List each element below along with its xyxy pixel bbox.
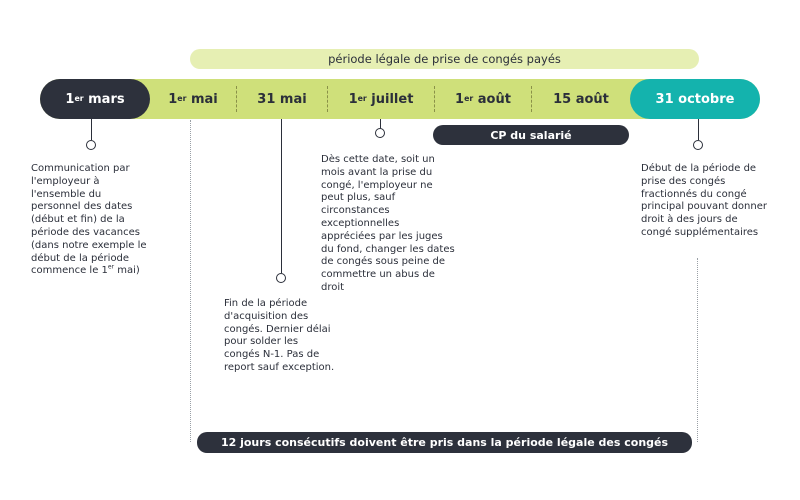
- note-juillet-text: Dès cette date, soit un mois avant la prise du congé, l'employeur ne peut plus, sauf circonstances exceptionnelles appréciées par les juges du fond, changer les dates de congés sous peine de commettre un abus de droit: [321, 154, 455, 293]
- guide-line-1er-mai: [190, 120, 191, 442]
- note-mars-tail: mai): [114, 265, 140, 277]
- note-31-mai: [224, 298, 336, 375]
- marker-1er-juillet: 1 er juillet: [348, 91, 414, 107]
- callout-circle-mars: [86, 140, 96, 150]
- connector-31-mai: [281, 119, 282, 273]
- marker-1er-mai-word: mai: [190, 91, 218, 107]
- legal-period-label: période légale de prise de congés payés: [328, 52, 561, 66]
- end-label: 31 octobre: [655, 91, 735, 107]
- note-octobre-text: Début de la période de prise des congés fractionnés du congé principal pouvant donner droit à des jours de congé supplémentaires: [641, 163, 767, 238]
- marker-1er-aout-num: 1: [455, 91, 465, 107]
- start-num: 1: [65, 91, 75, 107]
- connector-juillet: [380, 119, 381, 128]
- consecutive-days-label: 12 jours consécutifs doivent être pris dans la période légale des congés: [220, 436, 669, 449]
- callout-circle-31-mai: [276, 273, 286, 283]
- marker-1er-juillet-num: 1: [348, 91, 358, 107]
- marker-15-aout: [532, 79, 630, 119]
- note-mars-text: Communication par l'employeur à l'ensemble du personnel des dates (début et fin) de la période des vacances (dans notre exemple le début de la période commence le 1: [31, 163, 147, 277]
- note-octobre: [641, 163, 769, 240]
- cp-salarie-label: CP du salarié: [490, 128, 572, 142]
- marker-31-mai-num: 31: [257, 91, 276, 107]
- cp-salarie-band: [433, 125, 629, 145]
- callout-circle-juillet: [375, 128, 385, 138]
- marker-15-aout-num: 15: [553, 91, 572, 107]
- connector-mars: [91, 119, 92, 140]
- note-31-mai-text: Fin de la période d'acquisition des congés. Dernier délai pour solder les congés N-1. Pas de report sauf exception.: [224, 298, 335, 373]
- note-juillet: [321, 154, 455, 295]
- timeline-start-1er-mars: 1 er mars: [40, 79, 150, 119]
- callout-circle-octobre: [693, 140, 703, 150]
- connector-octobre: [698, 119, 699, 140]
- timeline-end-31-octobre: [630, 79, 760, 119]
- note-mars: [31, 163, 153, 278]
- marker-31-mai-word: mai: [279, 91, 307, 107]
- note-mars-sup: er: [107, 264, 115, 272]
- legal-period-band: [190, 49, 699, 69]
- marker-1er-juillet-word: juillet: [371, 91, 414, 107]
- marker-1er-aout: 1 er août: [455, 91, 511, 107]
- marker-1er-aout-word: août: [477, 91, 511, 107]
- guide-line-31-octobre: [697, 258, 698, 442]
- marker-15-aout-word: août: [575, 91, 609, 107]
- marker-31-mai: [237, 79, 327, 119]
- marker-1er-mai-num: 1: [168, 91, 178, 107]
- consecutive-days-band: [197, 432, 692, 453]
- marker-1er-mai: 1 er mai: [168, 91, 218, 107]
- start-word: mars: [88, 91, 125, 107]
